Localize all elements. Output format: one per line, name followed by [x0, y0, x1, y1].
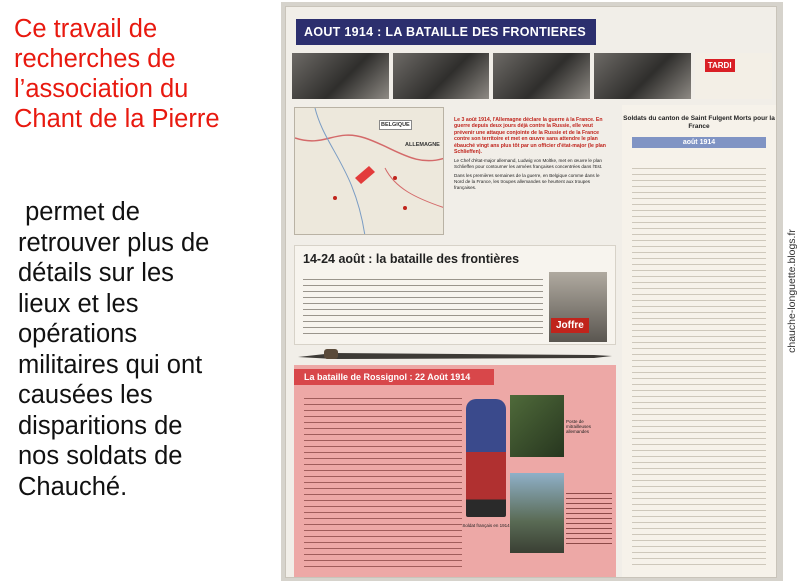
intro-heading	[14, 14, 274, 134]
soldiers-list-title: Soldats du canton de Saint Fulgent Morts pour la France	[623, 115, 775, 130]
poster-intro-text	[448, 111, 616, 239]
war-photo	[594, 53, 691, 99]
frontier-map	[294, 107, 444, 235]
body-line: nos soldats de	[18, 442, 183, 470]
soldiers-list-rows	[632, 163, 766, 569]
frontier-battle-panel	[294, 245, 616, 345]
monument-photo	[510, 473, 564, 553]
war-photo	[292, 53, 389, 99]
watermark-text: chauche-longuette.blogs.fr	[785, 228, 798, 353]
soldiers-list-year: août 1914	[632, 137, 766, 148]
poster-intro-paragraph: Le Chef d'état-major allemand, Ludwig von Moltke, met en œuvre le plan Schlieffen pour contourner les armées françaises concentrées dans l'Est.	[454, 158, 603, 170]
poster-photo	[281, 2, 783, 581]
rossignol-panel	[294, 365, 616, 577]
war-photo	[493, 53, 590, 99]
intro-line: Ce travail de	[14, 15, 158, 43]
frontier-battle-title: 14-24 août : la bataille des frontières	[303, 252, 520, 266]
blog-watermark	[783, 0, 800, 581]
body-line: Chauché.	[18, 472, 128, 501]
soldiers-list-panel	[622, 105, 776, 577]
soldier-caption: Soldat français en 1914	[462, 523, 510, 528]
frontier-battle-text	[303, 274, 543, 334]
body-line: disparitions de	[18, 411, 183, 440]
intro-line: l’association du	[14, 75, 189, 103]
body-line: opérations	[18, 320, 138, 348]
forest-photo	[510, 395, 564, 457]
poster-intro-lead: Le 3 août 1914, l'Allemagne déclare la guerre à la France. En guerre depuis deux jours déjà contre la Russie, elle veut prévenir une attaque conjointe de la Russie et de la France contre son territoire et met en œuvre sans attendre le plan ébauché vingt ans plus tôt par un officier d'état-major (le plan Schlieffen).	[454, 117, 606, 156]
body-line: permet de	[18, 198, 140, 226]
body-line: militaires qui ont	[18, 350, 203, 379]
poster-board	[285, 6, 777, 578]
map-label-belgique: BELGIQUE	[381, 122, 410, 128]
intro-line: recherches de	[14, 45, 176, 73]
rifle-image	[294, 347, 616, 363]
body-line: causées les	[18, 381, 153, 409]
map-drawing	[295, 108, 444, 235]
rossignol-text	[304, 393, 462, 567]
monument-text	[566, 489, 612, 545]
poster-banner: AOUT 1914 : LA BATAILLE DES FRONTIERES	[296, 19, 596, 45]
tardi-label: TARDI	[705, 59, 735, 72]
intro-line: Chant de la Pierre	[14, 105, 220, 133]
body-line: détails sur les	[18, 259, 174, 287]
map-label-allemagne: ALLEMAGNE	[405, 142, 440, 148]
forest-caption: Poste de mitrailleuses allemandes	[566, 419, 592, 434]
photo-strip	[292, 53, 772, 99]
rossignol-title: La bataille de Rossignol : 22 Août 1914	[294, 369, 494, 385]
poster-intro-paragraph: Dans les premières semaines de la guerre, en Belgique comme dans le Nord de la France, les troupes allemandes se heurtent aux troupes françaises.	[454, 173, 600, 191]
joffre-label: Joffre	[551, 318, 589, 333]
body-line: lieux et les	[18, 289, 139, 318]
body-line: retrouver plus de	[18, 228, 210, 257]
body-paragraph	[18, 197, 280, 502]
tardi-comic	[695, 53, 772, 99]
french-soldier-figure	[466, 399, 506, 517]
war-photo	[393, 53, 490, 99]
